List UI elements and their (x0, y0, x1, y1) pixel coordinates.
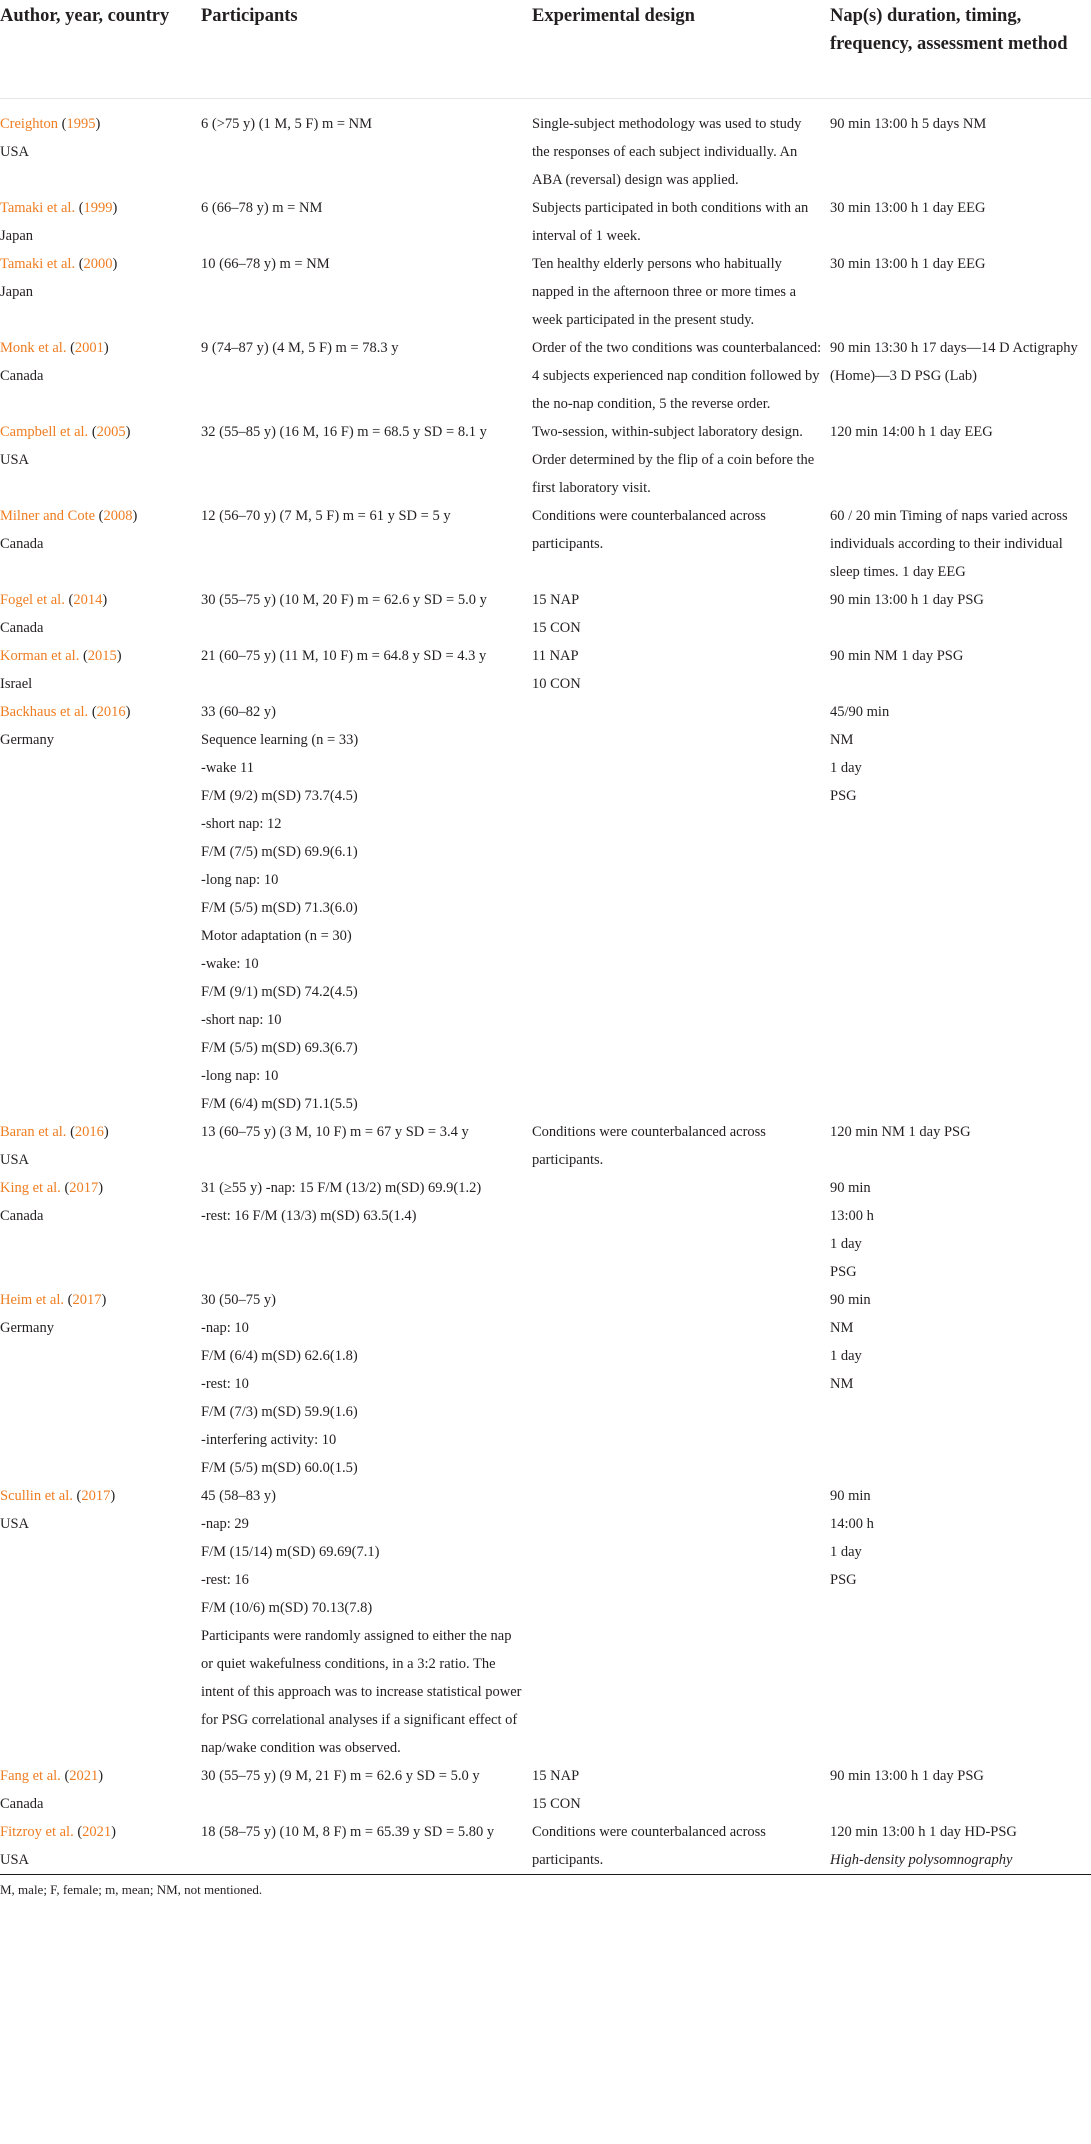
participants-cell: 6 (>75 y) (1 M, 5 F) m = NM (201, 116, 373, 132)
design-cell: Conditions were counterbalanced across participants. (532, 508, 766, 552)
nap-details: 90 min NM 1 day PSG (830, 648, 964, 664)
nap-details: 90 min 14:00 h 1 day PSG (830, 1488, 874, 1588)
author-citation-link[interactable]: Fang et al. (0, 1768, 61, 1784)
author-cell: Fitzroy et al. (2021) USA (0, 1818, 201, 1875)
year-citation-link[interactable]: 2001 (74, 340, 104, 356)
year-citation-link[interactable]: 2014 (73, 592, 103, 608)
author-citation-link[interactable]: Tamaki et al. (0, 256, 76, 272)
table-row (0, 1482, 1091, 1762)
design-cell (532, 1482, 830, 1762)
participants-cell: 18 (58–75 y) (10 M, 8 F) m = 65.39 y SD = 5.80 y (201, 1824, 495, 1840)
nap-details: 90 min 13:00 h 1 day PSG (830, 1768, 984, 1784)
author-cell: Heim et al. (2017) Germany (0, 1286, 201, 1482)
nap-cell (830, 1818, 1091, 1875)
participants-cell: 10 (66–78 y) m = NM (201, 256, 330, 272)
country-label: Canada (0, 368, 44, 384)
country-label: Germany (0, 1320, 54, 1336)
participants-cell: 12 (56–70 y) (7 M, 5 F) m = 61 y SD = 5 y (201, 508, 451, 524)
participants-cell: 32 (55–85 y) (16 M, 16 F) m = 68.5 y SD = 8.1 y (201, 424, 487, 440)
country-label: USA (0, 1152, 30, 1168)
country-label: USA (0, 452, 30, 468)
nap-details: 120 min NM 1 day PSG (830, 1124, 971, 1140)
author-cell: Milner and Cote (2008) Canada (0, 502, 201, 586)
year-citation-link[interactable]: 2005 (96, 424, 126, 440)
table-row (0, 1762, 1091, 1818)
design-cell: Conditions were counterbalanced across participants. (532, 1124, 766, 1168)
table-row (0, 1174, 1091, 1286)
nap-details: 90 min 13:00 h 1 day PSG (830, 592, 984, 608)
author-citation-link[interactable]: Fitzroy et al. (0, 1824, 74, 1840)
country-label: Japan (0, 228, 34, 244)
design-cell: Ten healthy elderly persons who habitually napped in the afternoon three or more times a week participated in the present study. (532, 256, 797, 328)
table-row (0, 1286, 1091, 1482)
design-cell: Order of the two conditions was counterbalanced: 4 subjects experienced nap condition followed by the no-nap condition, 5 the reverse order. (532, 340, 822, 412)
nap-details: 120 min 14:00 h 1 day EEG (830, 424, 993, 440)
nap-details: 60 / 20 min Timing of naps varied across individuals according to their individual sleep times. 1 day EEG (830, 508, 1068, 580)
nap-cell (830, 642, 1091, 698)
year-citation-link[interactable]: 1995 (66, 116, 96, 132)
nap-cell (830, 1482, 1091, 1762)
participants-cell: 13 (60–75 y) (3 M, 10 F) m = 67 y SD = 3.4 y (201, 1124, 469, 1140)
nap-cell (830, 1174, 1091, 1286)
table-row (0, 586, 1091, 642)
year-citation-link[interactable]: 2015 (87, 648, 117, 664)
author-citation-link[interactable]: Campbell et al. (0, 424, 89, 440)
nap-cell (830, 418, 1091, 502)
author-cell: Creighton (1995) USA (0, 99, 201, 195)
header-design: Experimental design (532, 0, 830, 99)
header-nap: Nap(s) duration, timing, frequency, assessment method (830, 0, 1091, 99)
author-citation-link[interactable]: Tamaki et al. (0, 200, 76, 216)
country-label: Canada (0, 1796, 44, 1812)
nap-details: 90 min 13:00 h 5 days NM (830, 116, 987, 132)
author-citation-link[interactable]: Fogel et al. (0, 592, 65, 608)
participants-cell: 9 (74–87 y) (4 M, 5 F) m = 78.3 y (201, 340, 399, 356)
author-citation-link[interactable]: Heim et al. (0, 1292, 65, 1308)
nap-details: 90 min NM 1 day NM (830, 1292, 871, 1392)
author-citation-link[interactable]: Backhaus et al. (0, 704, 89, 720)
nap-cell (830, 334, 1091, 418)
year-citation-link[interactable]: 2000 (83, 256, 113, 272)
year-citation-link[interactable]: 2017 (72, 1292, 102, 1308)
participants-cell: 33 (60–82 y) Sequence learning (n = 33) -wake 11 F/M (9/2) m(SD) 73.7(4.5) -short nap: 12 F/M (7/5) m(SD) 69.9(6.1) -long nap: 10 F/M (5/5) m(SD) 71.3(6.0) Motor adaptation (n = 30) -wake: 10 F/M (9/1) m(SD) 74.2(4.5) -short nap: 10 F/M (5/5) m(SD) 69.3(6.7) -long nap: 10 F/M (6/4) m(SD) 71.1(5.5) (201, 704, 359, 1112)
author-citation-link[interactable]: King et al. (0, 1180, 61, 1196)
nap-details: 30 min 13:00 h 1 day EEG (830, 256, 986, 272)
year-citation-link[interactable]: 2016 (96, 704, 126, 720)
author-cell: Tamaki et al. (2000) Japan (0, 250, 201, 334)
table-row (0, 334, 1091, 418)
author-cell: Campbell et al. (2005) USA (0, 418, 201, 502)
country-label: Canada (0, 1208, 44, 1224)
participants-cell: 30 (50–75 y) -nap: 10 F/M (6/4) m(SD) 62.6(1.8) -rest: 10 F/M (7/3) m(SD) 59.9(1.6) -interfering activity: 10 F/M (5/5) m(SD) 60.0(1.5) (201, 1292, 358, 1476)
author-cell: Fogel et al. (2014) Canada (0, 586, 201, 642)
table-row (0, 502, 1091, 586)
table-row (0, 418, 1091, 502)
author-cell: Monk et al. (2001) Canada (0, 334, 201, 418)
participants-cell: 30 (55–75 y) (9 M, 21 F) m = 62.6 y SD = 5.0 y (201, 1768, 480, 1784)
country-label: USA (0, 144, 30, 160)
nap-cell (830, 586, 1091, 642)
design-cell: 15 NAP 15 CON (532, 1768, 581, 1812)
participants-cell: 30 (55–75 y) (10 M, 20 F) m = 62.6 y SD = 5.0 y (201, 592, 487, 608)
country-label: USA (0, 1852, 30, 1868)
design-cell: 11 NAP 10 CON (532, 648, 581, 692)
design-cell: Two-session, within-subject laboratory design. Order determined by the flip of a coin before the first laboratory visit. (532, 424, 815, 496)
year-citation-link[interactable]: 2008 (103, 508, 133, 524)
author-cell: Baran et al. (2016) USA (0, 1118, 201, 1174)
table-row (0, 642, 1091, 698)
year-citation-link[interactable]: 2021 (69, 1768, 99, 1784)
country-label: Israel (0, 676, 33, 692)
year-citation-link[interactable]: 2017 (69, 1180, 99, 1196)
author-cell: Tamaki et al. (1999) Japan (0, 194, 201, 250)
nap-cell (830, 250, 1091, 334)
author-citation-link[interactable]: Creighton (0, 116, 58, 132)
participants-cell: 31 (≥55 y) -nap: 15 F/M (13/2) m(SD) 69.9(1.2) -rest: 16 F/M (13/3) m(SD) 63.5(1.4) (201, 1180, 482, 1224)
header-author: Author, year, country (0, 0, 201, 99)
table-row (0, 194, 1091, 250)
participants-cell: 6 (66–78 y) m = NM (201, 200, 323, 216)
nap-cell (830, 1118, 1091, 1174)
nap-note: High-density polysomnography (830, 1852, 1013, 1868)
year-citation-link[interactable]: 2016 (74, 1124, 104, 1140)
participants-cell: 21 (60–75 y) (11 M, 10 F) m = 64.8 y SD = 4.3 y (201, 648, 487, 664)
nap-details: 45/90 min NM 1 day PSG (830, 704, 890, 804)
design-cell (532, 1286, 830, 1482)
nap-details: 90 min 13:30 h 17 days—14 D Actigraphy (Home)—3 D PSG (Lab) (830, 340, 1078, 384)
country-label: Canada (0, 536, 44, 552)
table-row (0, 698, 1091, 1118)
author-cell: Backhaus et al. (2016) Germany (0, 698, 201, 1118)
nap-cell (830, 99, 1091, 195)
table-footnote: M, male; F, female; m, mean; NM, not mentioned. (0, 1875, 1091, 1900)
author-citation-link[interactable]: Monk et al. (0, 340, 67, 356)
table-row (0, 250, 1091, 334)
nap-details: 30 min 13:00 h 1 day EEG (830, 200, 986, 216)
nap-details: 90 min 13:00 h 1 day PSG (830, 1180, 874, 1280)
country-label: Canada (0, 620, 44, 636)
table-row (0, 1118, 1091, 1174)
participants-cell: 45 (58–83 y) -nap: 29 F/M (15/14) m(SD) 69.69(7.1) -rest: 16 F/M (10/6) m(SD) 70.13(7.8) Participants were randomly assigned to either the nap or quiet wakefulness conditions, in a 3:2 ratio. The intent of this approach was to increase statistical power for PSG correlational analyses if a significant effect of nap/wake condition was observed. (201, 1488, 522, 1756)
nap-cell (830, 698, 1091, 1118)
design-cell (532, 698, 830, 1118)
author-citation-link[interactable]: Baran et al. (0, 1124, 67, 1140)
country-label: USA (0, 1516, 30, 1532)
design-cell: 15 NAP 15 CON (532, 592, 581, 636)
table-body (0, 99, 1091, 1875)
design-cell: Subjects participated in both conditions with an interval of 1 week. (532, 200, 809, 244)
author-citation-link[interactable]: Scullin et al. (0, 1488, 73, 1504)
author-cell: King et al. (2017) Canada (0, 1174, 201, 1286)
nap-cell (830, 1762, 1091, 1818)
year-citation-link[interactable]: 2021 (82, 1824, 112, 1840)
design-cell (532, 1174, 830, 1286)
table-row (0, 1818, 1091, 1875)
author-citation-link[interactable]: Milner and Cote (0, 508, 96, 524)
design-cell: Conditions were counterbalanced across participants. (532, 1824, 766, 1868)
country-label: Germany (0, 732, 54, 748)
nap-cell (830, 502, 1091, 586)
table-row (0, 99, 1091, 195)
year-citation-link[interactable]: 2017 (81, 1488, 111, 1504)
author-cell: Fang et al. (2021) Canada (0, 1762, 201, 1818)
header-row (0, 0, 1091, 99)
country-label: Japan (0, 284, 34, 300)
nap-cell (830, 194, 1091, 250)
year-citation-link[interactable]: 1999 (83, 200, 113, 216)
author-cell: Korman et al. (2015) Israel (0, 642, 201, 698)
nap-cell (830, 1286, 1091, 1482)
nap-details: 120 min 13:00 h 1 day HD-PSG (830, 1824, 1017, 1840)
design-cell: Single-subject methodology was used to study the responses of each subject individually. An ABA (reversal) design was applied. (532, 116, 802, 188)
author-citation-link[interactable]: Korman et al. (0, 648, 80, 664)
author-cell: Scullin et al. (2017) USA (0, 1482, 201, 1762)
header-participants: Participants (201, 0, 532, 99)
